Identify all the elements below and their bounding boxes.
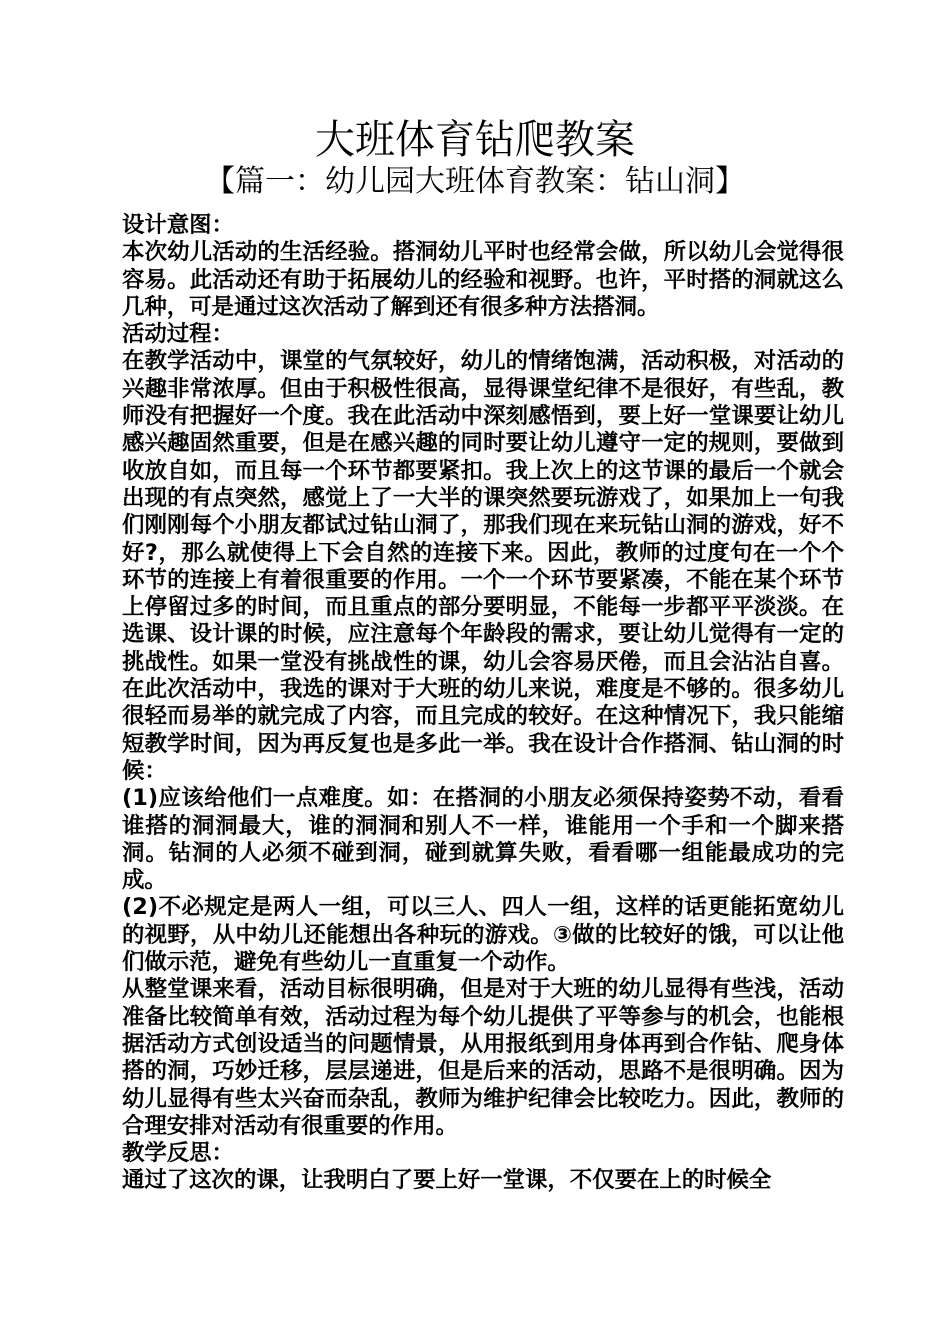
document-subtitle: 【篇一：幼儿园大班体育教案：钻山洞】 — [205, 164, 745, 199]
paragraph-teaching-reflection: 通过了这次的课，让我明白了要上好一堂课，不仅要在上的时候全 — [122, 1167, 772, 1194]
document-body — [116, 212, 844, 1195]
paragraph-overall-review: 从整堂课来看，活动目标很明确，但是对于大班的幼儿显得有些浅，活动准备比较简单有效，活动过程为每个幼儿提供了平等参与的机会，也能根据活动方式创设适当的问题情景，从用报纸到用身体再到合作钻、爬身体搭的洞，巧妙迁移，层层递进，但是后来的活动，思路不是很明确。因为幼儿显得有些太兴奋而杂乱，教师为维护纪律会比较吃力。因此，教师的合理安排对活动有很重要的作用。 — [122, 976, 844, 1139]
paragraph-point-1: (1)应该给他们一点难度。如：在搭洞的小朋友必须保持姿势不动，看看谁搭的洞洞最大，谁的洞洞和别人不一样，谁能用一个手和一个脚来搭洞。钻洞的人必须不碰到洞，碰到就算失败，看看哪一组能最成功的完成。 — [122, 785, 844, 894]
section-heading-teaching-reflection: 教学反思： — [122, 1140, 234, 1167]
paragraph-activity-process: 在教学活动中，课堂的气氛较好，幼儿的情绪饱满，活动积极，对活动的兴趣非常浓厚。但由于积极性很高，显得课堂纪律不是很好，有些乱，教师没有把握好一个度。我在此活动中深刻感悟到，要上好一堂课要让幼儿感兴趣固然重要，但是在感兴趣的同时要让幼儿遵守一定的规则，要做到收放自如，而且每一个环节都要紧扣。我上次上的这节课的最后一个就会出现的有点突然，感觉上了一大半的课突然要玩游戏了，如果加上一句我们刚刚每个小朋友都试过钻山洞了，那我们现在来玩钻山洞的游戏，好不好?，那么就使得上下会自然的连接下来。因此，教师的过度句在一个个环节的连接上有着很重要的作用。一个一个环节要紧凑，不能在某个环节上停留过多的时间，而且重点的部分要明显，不能每一步都平平淡淡。在选课、设计课的时候，应注意每个年龄段的需求，要让幼儿觉得有一定的挑战性。如果一堂没有挑战性的课，幼儿会容易厌倦，而且会沾沾自喜。在此次活动中，我选的课对于大班的幼儿来说，难度是不够的。很多幼儿很轻而易举的就完成了内容，而且完成的较好。在这种情况下，我只能缩短教学时间，因为再反复也是多此一举。我在设计合作搭洞、钻山洞的时候： — [122, 348, 844, 784]
section-heading-activity-process: 活动过程： — [122, 321, 234, 348]
paragraph-point-2: (2)不必规定是两人一组，可以三人、四人一组，这样的话更能拓宽幼儿的视野，从中幼儿还能想出各种玩的游戏。③做的比较好的饿，可以让他们做示范，避免有些幼儿一直重复一个动作。 — [122, 894, 844, 976]
paragraph-design-intent: 本次幼儿活动的生活经验。搭洞幼儿平时也经常会做，所以幼儿会觉得很容易。此活动还有助于拓展幼儿的经验和视野。也许，平时搭的洞就这么几种，可是通过这次活动了解到还有很多种方法搭洞。 — [122, 239, 844, 320]
document-title: 大班体育钻爬教案 — [315, 117, 635, 163]
section-heading-design-intent: 设计意图： — [122, 212, 234, 238]
